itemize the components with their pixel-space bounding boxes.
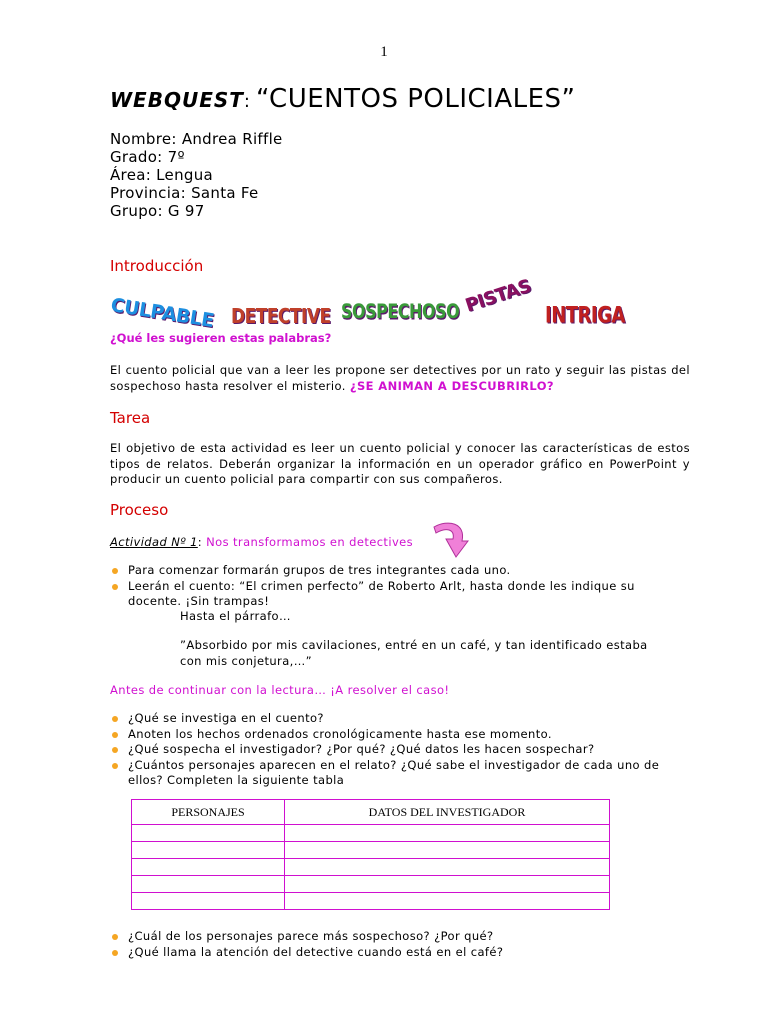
table-cell[interactable] [132,825,285,842]
table-row [132,859,610,876]
curved-arrow-icon [428,517,472,561]
table-header-personajes: PERSONAJES [132,800,285,825]
table-row [132,893,610,910]
table-cell[interactable] [285,842,610,859]
list-item: ¿Qué sospecha el investigador? ¿Por qué? ¿Qué datos les hacen sospechar? [110,742,690,758]
word-intriga: INTRIGA [545,302,625,329]
characters-table [131,799,610,910]
activity-line [110,535,413,549]
tarea-heading: Tarea [110,409,151,427]
table-cell[interactable] [132,842,285,859]
word-detective: DETECTIVE [231,305,331,329]
list-item: ¿Qué llama la atención del detective cuando está en el café? [110,945,690,961]
title-text: “CUENTOS POLICIALES” [256,84,576,114]
before-continue: Antes de continuar con la lectura… ¡A resolver el caso! [110,683,450,697]
table-cell[interactable] [132,893,285,910]
meta-group: Grupo: G 97 [110,202,205,220]
bullet-list-3 [110,929,690,960]
list-item: Anoten los hechos ordenados cronológicamente hasta ese momento. [110,727,690,743]
table-cell[interactable] [285,893,610,910]
meta-area: Área: Lengua [110,166,213,184]
word-culpable: CULPABLE [109,294,216,333]
list-item: ¿Cuántos personajes aparecen en el relato? ¿Qué sabe el investigador de cada uno de ellos? Completen la siguiente tabla [110,758,690,789]
proceso-heading: Proceso [110,501,169,519]
webquest-label: WEBQUEST [110,88,244,112]
list-item: ¿Qué se investiga en el cuento? [110,711,690,727]
table-cell[interactable] [285,876,610,893]
intro-paragraph [110,363,690,394]
activity-label: Actividad Nº 1 [110,535,198,549]
meta-grade: Grado: 7º [110,148,185,166]
table-cell[interactable] [285,859,610,876]
table-cell[interactable] [132,859,285,876]
hasta-text: Hasta el párrafo… [180,609,291,623]
meta-province: Provincia: Santa Fe [110,184,259,202]
meta-name: Nombre: Andrea Riffle [110,130,283,148]
bullet-list-2 [110,711,690,789]
tarea-paragraph: El objetivo de esta actividad es leer un cuento policial y conocer las características de estos tipos de relatos. Deberán organizar la información en un operador gráfico en PowerPoint y producir un cuento policial para compartir con sus compañeros. [110,441,690,486]
list-item: Leerán el cuento: “El crimen perfecto” de Roberto Arlt, hasta donde les indique su docente. ¡Sin trampas! [110,579,670,610]
intro-emphasis: ¿SE ANIMAN A DESCUBRIRLO? [349,378,554,393]
table-cell[interactable] [285,825,610,842]
intro-question: ¿Qué les sugieren estas palabras? [110,331,332,345]
list-item: Para comenzar formarán grupos de tres integrantes cada uno. [110,563,670,579]
word-pistas: PISTAS [462,275,534,317]
page-number: 1 [380,44,388,60]
document-title [110,84,576,114]
quote-text: ”Absorbido por mis cavilaciones, entré en un café, y tan identificado estaba con mis conjetura,…” [180,638,648,668]
table-header-row [132,800,610,825]
table-row [132,876,610,893]
intro-heading: Introducción [110,257,204,275]
intro-text: El cuento policial que van a leer les propone ser detectives por un rato y seguir las pistas del sospechoso hasta resolver el misterio. [110,363,690,393]
student-info [110,130,283,220]
table-row [132,825,610,842]
table-row [132,842,610,859]
list-item: ¿Cuál de los personajes parece más sospechoso? ¿Por qué? [110,929,690,945]
bullet-list-1 [110,563,670,610]
word-sospechoso: SOSPECHOSO [341,300,460,323]
title-colon: : [243,91,250,112]
activity-title: Nos transformamos en detectives [206,535,414,549]
table-cell[interactable] [132,876,285,893]
table-header-datos: DATOS DEL INVESTIGADOR [285,800,610,825]
activity-colon: : [197,535,203,549]
